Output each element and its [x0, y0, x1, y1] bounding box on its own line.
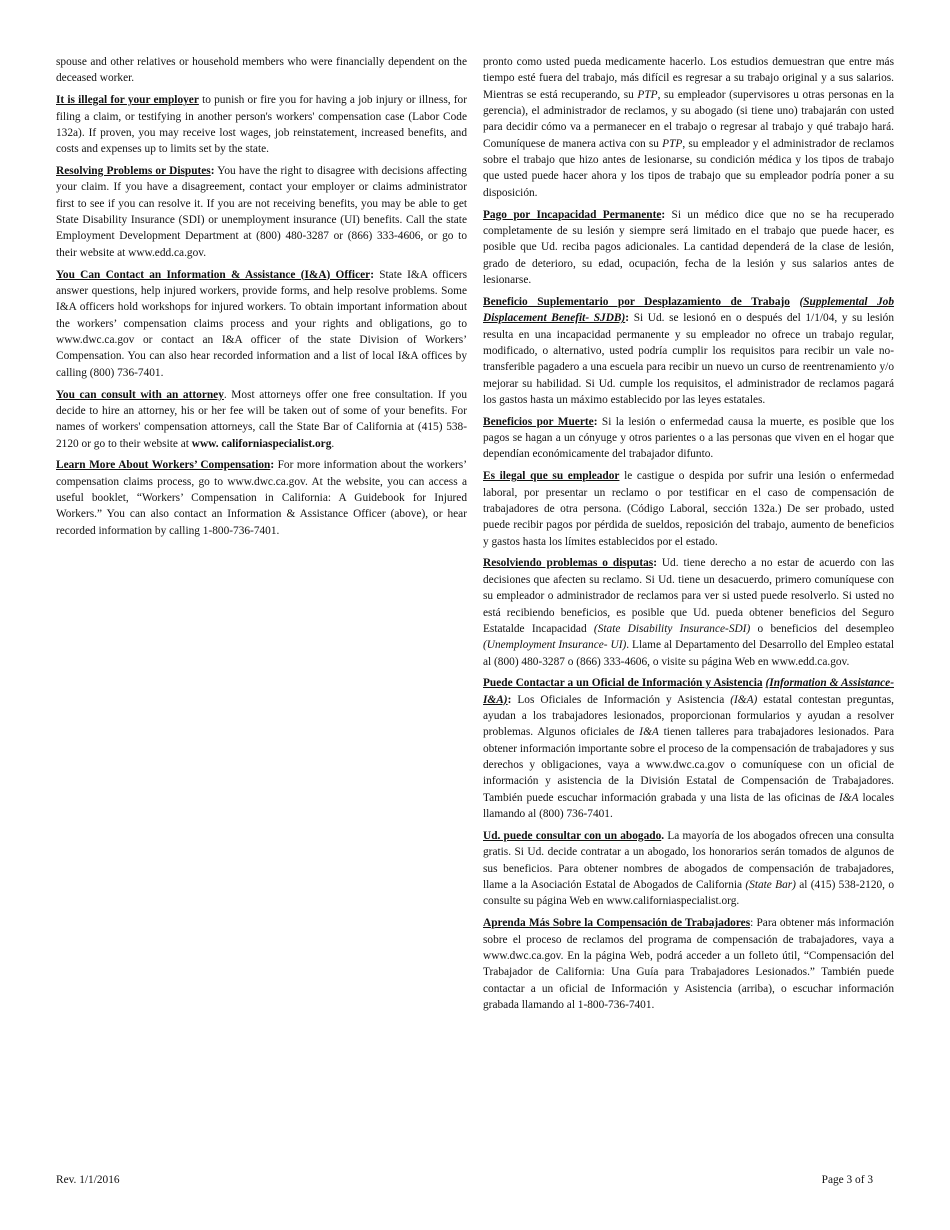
section-heading: You can consult with an attorney: [56, 388, 224, 401]
paragraph-ilegal-empleador: Es ilegal que su empleador le castigue o despida por sufrir una lesión o enfermedad laboral, por presentar un reclamo o por testificar en el caso de compensación de trabajadores de otra persona. (Código Laboral, sección 132a.) De ser probado, usted puede recibir pagos por pérdida de sueldos, reposición del trabajo, aumento de beneficios y gastos hasta los límites establecidos por el estado.: [483, 470, 894, 548]
section-heading: Resolving Problems or Disputes: [56, 165, 211, 178]
paragraph-death-benefits: Beneficios por Muerte: Si la lesión o enfermedad causa la muerte, es posible que los pagos se hagan a un cónyuge y otros parientes o a las personas que viven en el hogar que dependían económicamente del trabajador difunto.: [483, 415, 894, 461]
paragraph-resolviendo-problemas: Resolviendo problemas o disputas: Ud. tiene derecho a no estar de acuerdo con las decisiones que afecten su reclamo. Si Ud. tiene un desacuerdo, primero comuníquese con su empleador o administrador de reclamos para ver si usted puede resolverlo. Si usted no está recibiendo beneficios, es posible que Ud. pueda obtener beneficios del Seguro Estatalde Incapacidad (State Disability Insurance-SDI) o beneficios del desempleo (Unemployment Insurance- UI). Llame al Departamento del Desarrollo del Empleo estatal al (800) 480-3287 o (866) 333-4606, o visite su página Web en www.edd.ca.gov.: [483, 557, 895, 668]
paragraph-attorney: You can consult with an attorney. Most attorneys offer one free consultation. If you decide to hire an attorney, his or her fee will be taken out of some of your benefits. For names of workers' compensation attorneys, call the State Bar of California at (415) 538-2120 or go to their website at www. californiaspecialist.org.: [56, 388, 468, 450]
section-heading: Beneficio Suplementario por Desplazamiento de Trabajo: [483, 295, 790, 308]
paragraph-illegal-employer: It is illegal for your employer to punish or fire you for having a job injury or illness, for filing a claim, or testifying in another person's workers' compensation case (Labor Code 132a). If proven, you may receive lost wages, job reinstatement, increased benefits, and costs and expenses up to limits set by the state.: [56, 94, 467, 156]
paragraph-permanent-disability: Pago por Incapacidad Permanente: Si un médico dice que no se ha recuperado completamente de su lesión y siempre será limitado en el trabajo que puede hacer, es posible que Ud. reciba pagos adicionales. La cantidad dependerá de la clase de lesión, grado de deterioro, su edad, ocupación, fecha de la lesión y sus salarios antes de lesionarse.: [483, 208, 894, 286]
paragraph-ia-officer: You Can Contact an Information & Assistance (I&A) Officer: State I&A officers answer questions, help injured workers, provide forms, and help resolve problems. Some I&A officers hold workshops for injured workers. To obtain important information about the workers’ compensation claims process and your rights and obligations, go to www.dwc.ca.gov or contact an I&A officer of the state Division of Workers’ Compensation. You can also hear recorded information and a list of local I&A offices by calling (800) 736-7401.: [56, 268, 467, 379]
section-heading: You Can Contact an Information & Assistance (I&A) Officer: [56, 268, 371, 281]
paragraph-return-to-work: pronto como usted pueda medicamente hacerlo. Los estudios demuestran que entre más tiempo esté fuera del trabajo, más difícil es regresar a su trabajo original y a sus salarios. Mientras se está recuperando, su PTP, su empleador (supervisores u otras personas en la gerencia), el administrador de reclamos, y su abogado (si tiene uno) trabajarán con usted para decidir cómo va a permanecer en el trabajo o regresar al trabajo y qué trabajo hará. Comuníquese de manera activa con su PTP, su empleador y el administrador de reclamos sobre el trabajo que hizo antes de lesionarse, su condición médica y los tipos de trabajo que usted puede hacer ahora y los tipos de trabajo que su empleador podría poner a su disposición.: [483, 56, 894, 199]
paragraph-aprenda-mas: Aprenda Más Sobre la Compensación de Trabajadores: Para obtener más información sobre el proceso de reclamos del programa de compensación de trabajadores, vaya a www.dwc.ca.gov. En la página Web, podrá acceder a un folleto útil, “Compensación del Trabajador de California: Una Guía para Trabajadores Lesionados.” También puede contactar a un oficial de Información y Asistencia (arriba), o escuchar información grabada llamando al 1-800-736-7401.: [483, 917, 894, 1011]
paragraph-learn-more: Learn More About Workers’ Compensation: For more information about the workers’ compensation claims process, go to www.dwc.ca.gov. At the website, you can access a useful booklet, “Workers’ Compensation in California: A Guidebook for Injured Workers.” You can also contact an Information & Assistance Officer (above), or hear recorded information by calling 1-800-736-7401.: [56, 459, 467, 537]
section-heading: Es ilegal que su empleador: [483, 470, 620, 483]
paragraph-abogado: Ud. puede consultar con un abogado. La mayoría de los abogados ofrecen una consulta gratis. Si Ud. decide contratar a un abogado, los honorarios serán tomados de algunos de sus beneficios. Para obtener nombres de abogados de compensación de trabajadores, llame a la Asociación Estatal de Abogados de California (State Bar) al (415) 538-2120, o consulte su página Web en www.californiaspecialist.org.: [483, 829, 895, 908]
section-heading: Learn More About Workers’ Compensation: [56, 459, 271, 472]
paragraph-oficial-informacion: Puede Contactar a un Oficial de Información y Asistencia (Information & Assistance- I&A): Los Oficiales de Información y Asistencia (I&A) estatal contestan preguntas, ayudan a los trabajadores lesionados, proporcionan formularios y ayudan a resolver problemas. Algunos oficiales de I&A tienen talleres para trabajadores lesionados. Para obtener información importante sobre el proceso de la compensación de trabajadores y sus derechos y obligaciones, vaya a www.dwc.ca.gov o comuníquese con un oficial de información y asistencia de la División Estatal de Compensación de Trabajadores. También puede escuchar información grabada y una lista de las oficinas de I&A locales llamando al (800) 736-7401.: [483, 677, 894, 821]
section-heading: Beneficios por Muerte: [483, 415, 594, 428]
left-column: [56, 54, 467, 545]
section-heading: Resolviendo problemas o disputas: [483, 557, 654, 570]
section-heading: Aprenda Más Sobre la Compensación de Trabajadores: [483, 917, 751, 930]
page-number: Page 3 of 3: [821, 1174, 873, 1186]
paragraph-resolving-problems: Resolving Problems or Disputes: You have the right to disagree with decisions affecting your claim. If you have a disagreement, contact your employer or claims administrator first to see if you can resolve it. If you are not receiving benefits, you may be able to get State Disability Insurance (SDI) or unemployment insurance (UI) benefits. Call the state Employment Development Department at (800) 480-3287 or (866) 333-4606, or go to their website at www.edd.ca.gov.: [56, 165, 467, 259]
section-heading: Puede Contactar a un Oficial de Información y Asistencia: [483, 677, 763, 690]
section-heading: Pago por Incapacidad Permanente: [483, 208, 662, 221]
attorney-website: www. californiaspecialist.org: [191, 437, 332, 450]
section-heading: Ud. puede consultar con un abogado: [483, 829, 662, 842]
section-heading: It is illegal for your employer: [56, 94, 199, 107]
paragraph-sjdb: Beneficio Suplementario por Desplazamiento de Trabajo (Supplemental Job Displacement Benefit- SJDB): Si Ud. se lesionó en o después del 1/1/04, y su lesión resulta en una incapacidad permanente y su empleador no ofrece un trabajo regular, modificado, o alternativo, usted podría cumplir los requisitos para recibir un vale no-transferible pagadero a una escuela para recibir un nuevo un curso de reentrenamiento y/o mejorar su habilidad. Si Ud. cumple los requisitos, el administrador de reclamos pagará los gastos hasta un máximo establecido por las leyes estatales.: [483, 295, 895, 406]
paragraph-dependents: spouse and other relatives or household members who were financially dependent on the deceased worker.: [56, 56, 467, 85]
right-column: [483, 54, 894, 1019]
revision-date: Rev. 1/1/2016: [56, 1174, 120, 1186]
